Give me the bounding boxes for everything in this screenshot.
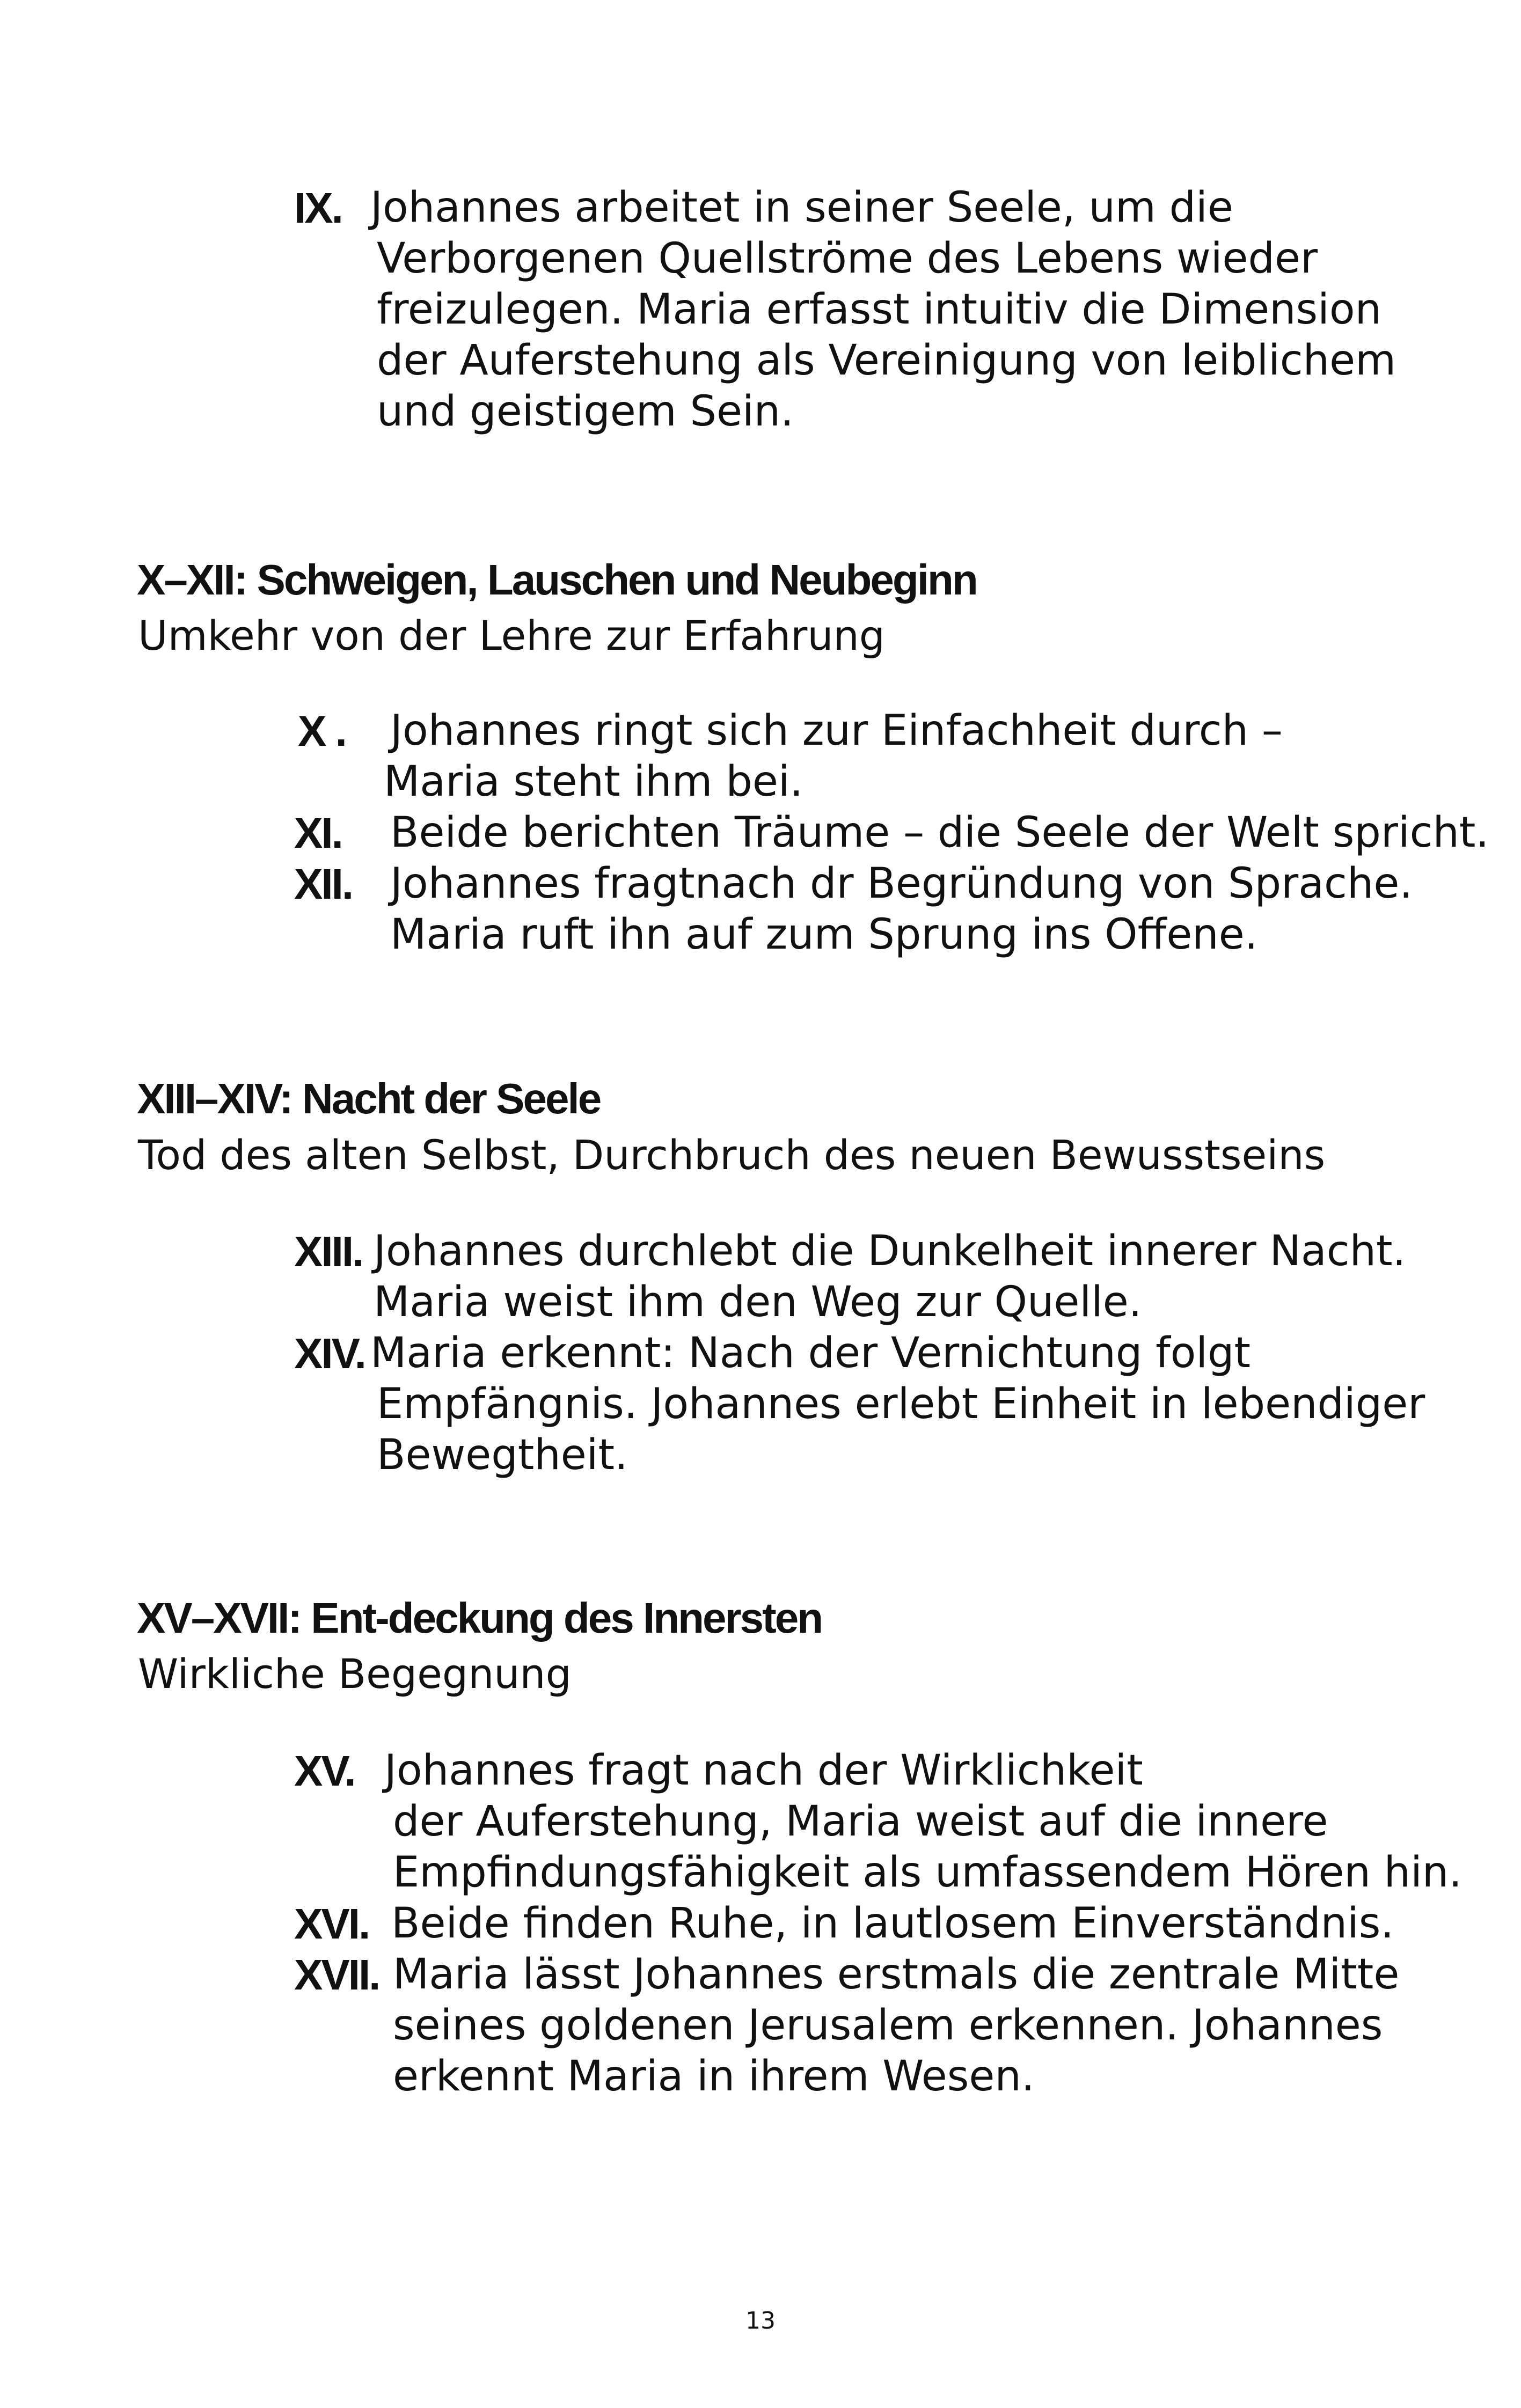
entry-line: Maria ruft ihn auf zum Sprung ins Offene.: [390, 911, 1258, 959]
entry-line: Johannes ringt sich zur Einfachheit durch –: [390, 707, 1283, 755]
entry-number: XVII.: [294, 1951, 379, 1999]
entry-number: XIII.: [294, 1228, 363, 1275]
entry-line: Verborgenen Quellströme des Lebens wieder: [377, 234, 1318, 283]
entry-number: XIV.: [294, 1330, 365, 1377]
entry-line: Johannes arbeitet in seiner Seele, um die: [370, 183, 1233, 232]
section-title: XV–XVII: Ent-deckung des Innersten: [137, 1594, 822, 1642]
entry-xii: [294, 858, 1413, 960]
entry-xi: [294, 807, 1489, 858]
section-subtitle: Wirkliche Begegnung: [138, 1650, 572, 1698]
entry-number: X .: [298, 707, 346, 755]
entry-text: [294, 858, 1413, 960]
entry-text: [298, 706, 1283, 807]
entry-line: der Auferstehung als Vereinigung von leiblichem: [377, 336, 1396, 385]
entry-line: erkennt Maria in ihrem Wesen.: [393, 2052, 1035, 2101]
entry-line: Maria lässt Johannes erstmals die zentrale Mitte: [393, 1950, 1400, 1999]
entry-number: XII.: [294, 860, 353, 908]
entry-text: [294, 182, 1396, 437]
section-title: XIII–XIV: Nacht der Seele: [137, 1075, 601, 1122]
entry-xv: [294, 1745, 1462, 1898]
entry-xvi: [294, 1898, 1394, 1949]
entry-line: und geistigem Sein.: [377, 387, 794, 436]
entry-line: Johannes durchlebt die Dunkelheit innerer Nacht.: [374, 1227, 1406, 1275]
entry-text: [294, 1328, 1425, 1481]
entry-line: Maria erkennt: Nach der Vernichtung folgt: [370, 1329, 1251, 1377]
entry-ix: [294, 182, 1396, 437]
entry-text: [294, 1898, 1394, 1949]
entry-line: Johannes fragtnach dr Begründung von Sprache.: [390, 860, 1413, 908]
entry-line: Empfindungsfähigkeit als umfassendem Hören hin.: [393, 1848, 1462, 1897]
entry-line: Empfängnis. Johannes erlebt Einheit in lebendiger: [377, 1380, 1425, 1428]
entry-line: Maria steht ihm bei.: [384, 758, 803, 806]
section-subtitle: Tod des alten Selbst, Durchbruch des neuen Bewusstseins: [138, 1131, 1326, 1179]
entry-number: IX.: [294, 184, 342, 232]
entry-number: XV.: [294, 1747, 355, 1795]
entry-line: Maria weist ihm den Weg zur Quelle.: [374, 1278, 1142, 1326]
entry-text: [294, 807, 1489, 858]
entry-x: [298, 706, 1283, 807]
entry-text: [294, 1226, 1406, 1328]
entry-line: freizulegen. Maria erfasst intuitiv die Dimension: [377, 285, 1381, 334]
entry-xiv: [294, 1328, 1425, 1481]
entry-line: Beide finden Ruhe, in lautlosem Einverständnis.: [391, 1899, 1394, 1948]
section-subtitle: Umkehr von der Lehre zur Erfahrung: [138, 612, 885, 659]
entry-xvii: [294, 1949, 1399, 2102]
entry-text: [294, 1745, 1462, 1898]
entry-number: XI.: [294, 809, 342, 857]
entry-line: der Auferstehung, Maria weist auf die innere: [393, 1797, 1328, 1846]
entry-line: Johannes fragt nach der Wirklichkeit: [384, 1746, 1143, 1795]
section-title: X–XII: Schweigen, Lauschen und Neubeginn: [137, 556, 977, 604]
entry-text: [294, 1949, 1399, 2102]
page-number: 13: [745, 2307, 776, 2334]
entry-xiii: [294, 1226, 1406, 1328]
entry-number: XVI.: [294, 1900, 369, 1948]
entry-line: seines goldenen Jerusalem erkennen. Johannes: [393, 2001, 1383, 2050]
entry-line: Bewegtheit.: [377, 1431, 628, 1479]
entry-line: Beide berichten Träume – die Seele der Welt spricht.: [390, 809, 1489, 857]
